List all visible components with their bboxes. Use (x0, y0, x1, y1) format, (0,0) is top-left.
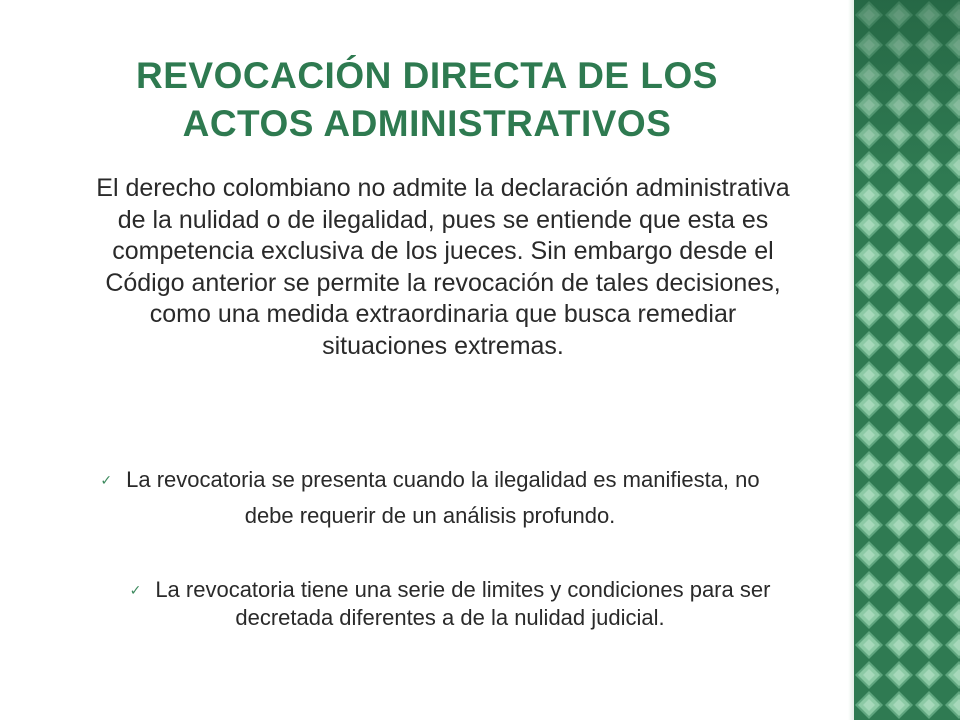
bullet-item (50, 576, 810, 631)
check-icon: ✓ (129, 582, 142, 598)
check-icon: ✓ (100, 472, 113, 488)
diamond-pattern-graphic (854, 0, 960, 720)
bullet-text: La revocatoria se presenta cuando la ilegalidad es manifiesta, no debe requerir de un análisis profundo. (126, 467, 760, 528)
slide-title: REVOCACIÓN DIRECTA DE LOS ACTOS ADMINISTRATIVOS (136, 55, 718, 144)
bullet-text: La revocatoria tiene una serie de limites y condiciones para ser decretada diferentes a de la nulidad judicial. (155, 577, 771, 630)
bullet-item (50, 462, 810, 534)
intro-paragraph: El derecho colombiano no admite la declaración administrativa de la nulidad o de ilegalidad, pues se entiende que esta es competencia exclusiva de los jueces. Sin embargo desde el Código anterior se permite la revocación de tales decisiones, como una medida extraordinaria que busca remediar situaciones extremas. (96, 174, 790, 360)
decorative-side-strip (854, 0, 960, 720)
bullet-list (50, 462, 810, 631)
